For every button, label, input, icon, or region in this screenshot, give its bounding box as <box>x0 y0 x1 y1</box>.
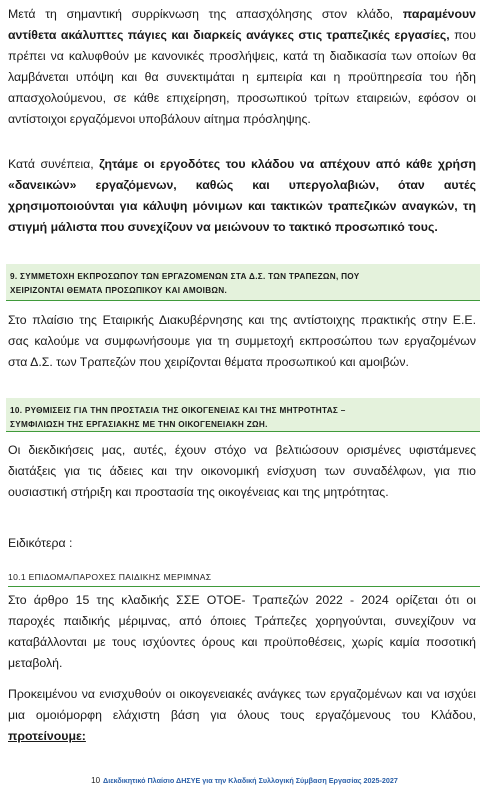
paragraph-board-representation: Στο πλαίσιο της Εταιρικής Διακυβέρνησης και της αντίστοιχης πρακτικής στην Ε.Ε. σας καλούμε να συμφωνήσουμε για τη συμμετοχή εκπροσώπου των εργαζομένων στα Δ.Σ. των Τραπεζών που χειρίζονται θέματα προσωπικού και αμοιβών. <box>8 313 476 369</box>
section-heading-line: 9. ΣΥΜΜΕΤΟΧΗ ΕΚΠΡΟΣΩΠΟΥ ΤΩΝ ΕΡΓΑΖΟΜΕΝΩΝ ΣΤΑ Δ.Σ. ΤΩΝ ΤΡΑΠΕΖΩΝ, ΠΟΥ <box>10 272 360 281</box>
section-heading-9 <box>6 264 480 301</box>
page-footer <box>0 776 489 785</box>
paragraph-family-protection: Οι διεκδικήσεις μας, αυτές, έχουν στόχο να βελτιώσουν ορισμένες υφιστάμενες διατάξεις για τις άδειες και την οικονομική ενίσχυση των συναδέλφων, για πιο ουσιαστική στήριξη και προστασία της οικογένειας και της μητρότητας. <box>8 443 476 499</box>
paragraph-text: Κατά συνέπεια, <box>8 157 100 171</box>
paragraph-text: Μετά τη σημαντική συρρίκνωση της απασχόλησης στον κλάδο, <box>8 7 403 21</box>
paragraph-staffing-needs <box>8 4 476 130</box>
subsection-heading-10-1: 10.1 ΕΠΙΔΟΜΑ/ΠΑΡΟΧΕΣ ΠΑΙΔΙΚΗΣ ΜΕΡΙΜΝΑΣ <box>8 571 480 587</box>
paragraph-proposal <box>8 684 476 747</box>
paragraph-text: Προκειμένου να ενισχυθούν οι οικογενειακές ανάγκες των εργαζομένων και να ισχύει μια ομοιόμορφη ελάχιστη βάση για όλους τους εργαζόμενους του Κλάδου, <box>8 687 476 722</box>
section-heading-line: 10. ΡΥΘΜΙΣΕΙΣ ΓΙΑ ΤΗΝ ΠΡΟΣΤΑΣΙΑ ΤΗΣ ΟΙΚΟΓΕΝΕΙΑΣ ΚΑΙ ΤΗΣ ΜΗΤΡΟΤΗΤΑΣ – <box>10 406 346 415</box>
paragraph-borrowed-workers <box>8 154 476 238</box>
section-heading-line: ΣΥΜΦΙΛΙΩΣΗ ΤΗΣ ΕΡΓΑΣΙΑΚΗΣ ΜΕ ΤΗΝ ΟΙΚΟΓΕΝΕΙΑΚΗ ΖΩΗ. <box>10 420 268 429</box>
footer-text: Διεκδικητικό Πλαίσιο ΔΗΣΥΕ για την Κλαδική Συλλογική Σύμβαση Εργασίας 2025-2027 <box>103 776 398 785</box>
proposal-underlined-label: προτείνουμε: <box>8 729 86 743</box>
paragraph-text: που πρέπει να καλυφθούν με κανονικές προσλήψεις, κατά τη διαδικασία των οποίων θα λαμβάνεται υπόψη και θα συνεκτιμάται η εμπειρία και η προϋπηρεσία του ήδη απασχολούμενου, σε κάθε επιχείρηση, προσωπικού τρίτων εταιρειών, εφόσον οι αντίστοιχοι εργαζόμενοι υποβάλουν αίτημα πρόσληψης. <box>8 28 476 126</box>
paragraph-bold-text: παραμένουν αντίθετα ακάλυπτες πάγιες και διαρκείς ανάγκες στις τραπεζικές εργασίες, <box>8 7 476 42</box>
page-number: 10 <box>91 776 101 785</box>
paragraph-article-15: Στο άρθρο 15 της κλαδικής ΣΣΕ ΟΤΟΕ- Τραπεζών 2022 - 2024 ορίζεται ότι οι παροχές παιδικής μέριμνας, από όποιες Τράπεζες χορηγούνται, συνεχίζουν να καταβάλλονται με τους ισχύοντες όρους και προϋποθέσεις, χωρίς καμία ποσοτική μεταβολή. <box>8 593 476 670</box>
paragraph-specifically: Ειδικότερα : <box>8 536 73 550</box>
paragraph-bold-text: ζητάμε οι εργοδότες του κλάδου να απέχουν από κάθε χρήση «δανεικών» εργαζόμενων, καθώς και υπεργολαβιών, όταν αυτές χρησιμοποιούνται για κάλυψη μόνιμων και τακτικών τραπεζικών αναγκών, τη στιγμή μάλιστα που συνεχίζουν να μειώνουν το τακτικό προσωπικό τους. <box>8 157 476 234</box>
section-heading-10 <box>6 398 480 432</box>
section-heading-line: ΧΕΙΡΙΖΟΝΤΑΙ ΘΕΜΑΤΑ ΠΡΟΣΩΠΙΚΟΥ ΚΑΙ ΑΜΟΙΒΩΝ. <box>10 286 228 295</box>
